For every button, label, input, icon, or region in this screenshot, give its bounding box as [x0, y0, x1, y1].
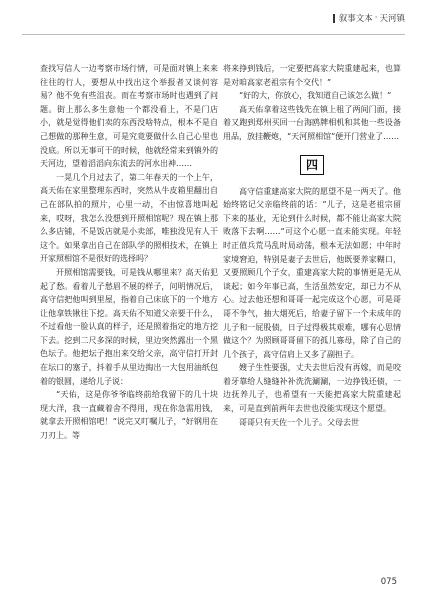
paragraph: “天佑，这是你爷爷临终前给我留下的几十块现大洋，我一直藏着舍不得用，现在你急需用钱，就拿去开照相馆吧！”说完又叮嘱儿子，“好钢用在刀刃上。等 — [40, 390, 218, 441]
running-header — [329, 12, 405, 24]
right-column — [223, 62, 401, 429]
paragraph: 高守信重建高家大院的愿望不是一两天了。他始终铭记父亲临终前的话：“儿子，这是老祖宗留下来的基业，无论到什么时候，都不能让高家大院败落下去啊……”可这个心愿一直未能实现。年轻时正值兵荒马乱时局动荡，根本无法如愿；中年时家境窘迫，特别是妻子去世后，他既要养家糊口，又要照顾几个子女，重建高家大院的事情更是无从谈起；如今年事已高，生活虽然安定，却已力不从心。过去他还想和哥哥一起完成这个心愿，可是哥哥不争气，抽大烟死后，给妻子留下一个未成年的儿子和一屁股债，日子过得极其艰难，哪有心思情做这个？为照顾哥哥留下的孤儿寡母，除了自己的几个孩子，高守信肩上又多了副担子。 — [223, 186, 401, 359]
header-category: 叙事文本 — [338, 14, 373, 24]
header-bar-left — [333, 14, 335, 23]
paragraph: 查找写信人一边考察市场行情，可是面对镇上来来往往的行人，要想从中找出这个举报者又谈何容易？他不免有些沮丧。而在考察市场时也遇到了问题。街上那么多生意他一个都没看上，不是门店小，就是觉得他们卖的东西没啥特点，根本不是自己想做的那种生意，可是究竟要做什么自己心里也没底。所以无事可干的时候，他就经常来到镇外的天河边，望着滔滔向东流去的河水出神…… — [40, 64, 218, 169]
paragraph: 高天佑拿着这些钱先在镇上租了两间门面，接着又跑到郑州买回一台海鸥牌相机和其他一些设备用品，放挂鞭炮，“天河照相馆”便开门营业了…… — [223, 104, 401, 141]
header-rule — [22, 34, 405, 35]
paragraph: 一晃几个月过去了，第二年春天的一个上午，高天佑在家里整理东西时，突然从牛皮箱里翻出自己在部队拍的照片，心里一动，不由惊喜地叫起来，哎呀，我怎么没想到开照相馆呢？现在镇上那么多店铺，不是饭店就是小卖部，唯独没见有人干这个。如果拿出自己在部队学的照相技术，在镇上开家照相馆不是很好的选择吗？ — [40, 172, 218, 264]
page-number: 075 — [380, 577, 397, 587]
paragraph: 嫂子生性要强，丈夫去世后没有再嫁，而是咬着牙靠给人缝缝补补洗洗涮涮，一边挣钱还债，一边抚养儿子，也希望有一天能把高家大院重建起来，可是直到前两年去世也没能实现这个愿望。 — [223, 363, 401, 414]
paragraph: 开照相馆需要钱，可是钱从哪里来？高天佑犯起了愁。看着儿子愁眉不展的样子，问明情况后，高守信把他叫到里屋，指着自己床底下的一个地方让他拿铁锹往下挖。高天佑不知道父亲要干什么，不过看他一脸认真的样子，还是照着指定的地方挖下去。挖到二尺多深的时候，里边突然露出一个黑色坛子。他把坛子抱出来交给父亲，高守信打开封在坛口的塞子，抖着手从里边掏出一大包用油纸包着的银圆，递给儿子说： — [40, 267, 218, 386]
paragraph: 将来挣到钱后，一定要把高家大院重建起来，也算是对咱高家老祖宗有个交代！” — [223, 64, 401, 87]
left-column — [40, 62, 218, 443]
paragraph: “好的大，你放心，我知道自己该怎么做！” — [239, 91, 392, 101]
header-title: 天河镇 — [379, 14, 405, 24]
paragraph: 哥哥只有天佐一个儿子。父母去世 — [239, 417, 359, 427]
section-number: 四 — [300, 155, 324, 175]
header-separator: · — [374, 13, 378, 23]
